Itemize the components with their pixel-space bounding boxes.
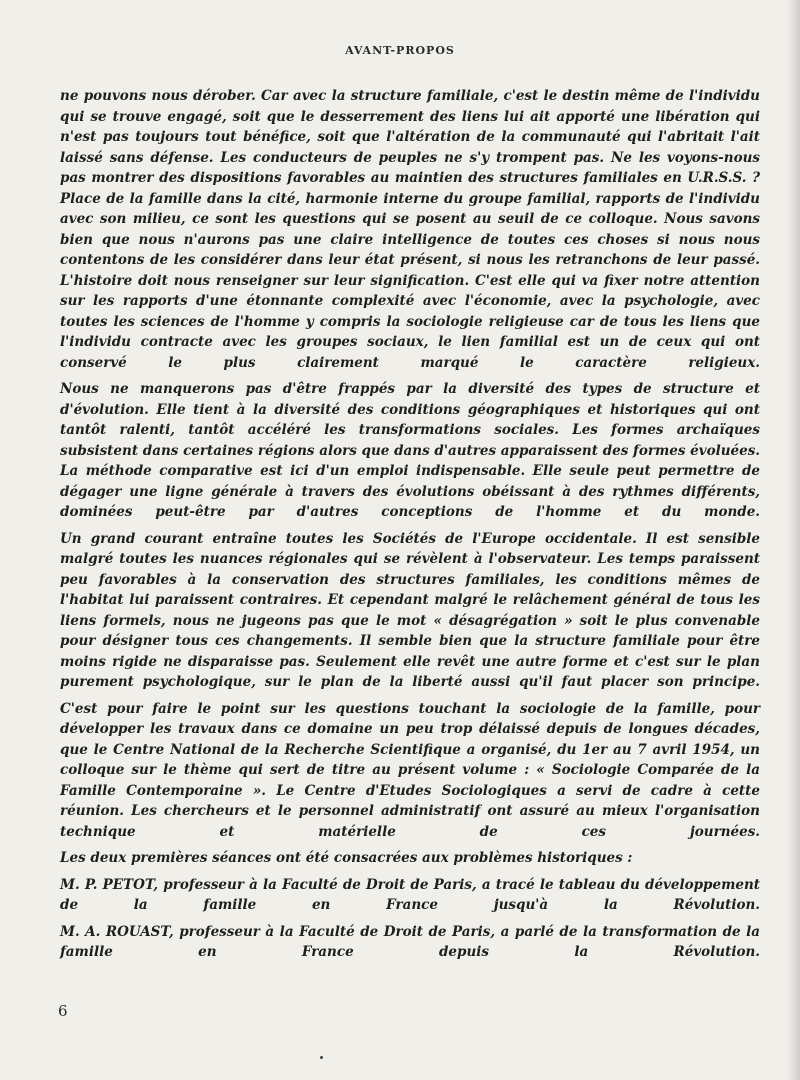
paragraph-7: M. A. ROUAST, professeur à la Faculté de Droit de Paris, a parlé de la transformation de la famille en France depuis la Révolution.: [60, 923, 760, 960]
paragraph-1: ne pouvons nous dérober. Car avec la structure familiale, c'est le destin même de l'individu qui se trouve engagé, soit que le desserrement des liens lui ait apporté une libération qui n'est pas toujours tout bénéfice, soit que l'altération de la communauté qui l'abritait l'ait laissé sans défense. Les conducteurs de peuples ne s'y trompent pas. Ne les voyons-nous pas montrer des dispositions favorables au maintien des structures familiales en U.R.S.S. ? Place de la famille dans la cité, harmonie interne du groupe familial, rapports de l'individu avec son milieu, ce sont les questions qui se posent au seuil de ce colloque. Nous savons bien que nous n'aurons pas une claire intelligence de toutes ces choses si nous nous contentons de les considérer dans leur état présent, si nous les retranchons de leur passé. L'histoire doit nous renseigner sur leur signification. C'est elle qui va fixer notre attention sur les rapports d'une étonnante complexité avec l'économie, avec la psychologie, avec toutes les sciences de l'homme y compris la sociologie religieuse car de tous les liens que l'individu contracte avec les groupes sociaux, le lien familial est un de ceux qui ont conservé le plus clairement marqué le caractère religieux.: [60, 88, 760, 371]
page-edge-shadow: [786, 0, 800, 1080]
body-text: [60, 86, 760, 963]
paragraph-2: Nous ne manquerons pas d'être frappés par la diversité des types de structure et d'évolution. Elle tient à la diversité des conditions géographiques et historiques qui ont tantôt ralenti, tantôt accéléré les transformations sociales. Les formes archaïques subsistent dans certaines régions alors que dans d'autres apparaissent des formes évoluées. La méthode comparative est ici d'un emploi indispensable. Elle seule peut permettre de dégager une ligne générale à travers des évolutions obéissant à des rythmes différents, dominées peut-être par d'autres conceptions de l'homme et du monde.: [60, 381, 760, 520]
print-speck: [320, 1056, 323, 1059]
running-header: AVANT-PROPOS: [345, 44, 455, 57]
paragraph-3: Un grand courant entraîne toutes les Sociétés de l'Europe occidentale. Il est sensible malgré toutes les nuances régionales qui se révèlent à l'observateur. Les temps paraissent peu favorables à la conservation des structures familiales, les conditions mêmes de l'habitat lui paraissent contraires. Et cependant malgré le relâchement général de tous les liens formels, nous ne jugeons pas que le mot « désagrégation » soit le plus convenable pour désigner tous ces changements. Il semble bien que la structure familiale pour être moins rigide ne disparaisse pas. Seulement elle revêt une autre forme et c'est sur le plan purement psychologique, sur le plan de la liberté aussi qu'il faut placer son principe.: [60, 530, 760, 690]
paragraph-4: C'est pour faire le point sur les questions touchant la sociologie de la famille, pour développer les travaux dans ce domaine un peu trop délaissé depuis de longues décades, que le Centre National de la Recherche Scientifique a organisé, du 1er au 7 avril 1954, un colloque sur le thème qui sert de titre au présent volume : « Sociologie Comparée de la Famille Contemporaine ». Le Centre d'Etudes Sociologiques a servi de cadre à cette réunion. Les chercheurs et le personnel administratif ont assuré au mieux l'organisation technique et matérielle de ces journées.: [60, 700, 760, 840]
paragraph-6: M. P. PETOT, professeur à la Faculté de Droit de Paris, a tracé le tableau du développement de la famille en France jusqu'à la Révolution.: [60, 876, 760, 913]
paragraph-5: Les deux premières séances ont été consacrées aux problèmes historiques :: [60, 850, 633, 866]
page-number: 6: [58, 1002, 68, 1020]
